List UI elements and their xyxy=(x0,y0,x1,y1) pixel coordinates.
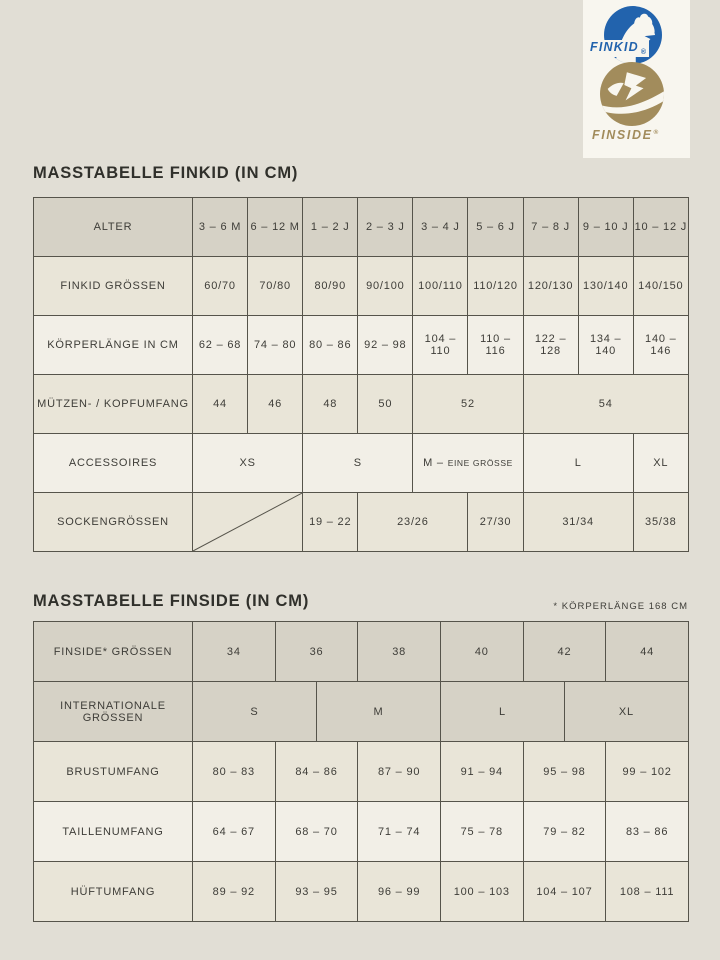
finside-size-cell: 36 xyxy=(275,622,358,682)
sock-size-cell: 27/30 xyxy=(468,493,523,552)
waist-cell: 79 – 82 xyxy=(523,802,606,862)
hip-cell: 108 – 111 xyxy=(606,862,689,922)
head-size-cell: 50 xyxy=(358,375,413,434)
one-size-note: EINE GRÖSSE xyxy=(447,458,513,468)
finside-wordmark xyxy=(592,129,660,142)
sock-size-cell: 23/26 xyxy=(358,493,468,552)
chest-cell: 91 – 94 xyxy=(440,742,523,802)
row-label-accessoires: ACCESSOIRES xyxy=(34,434,193,493)
body-length-cell: 62 – 68 xyxy=(193,316,248,375)
waist-cell: 64 – 67 xyxy=(193,802,276,862)
finside-size-table xyxy=(33,621,689,922)
hip-cell: 104 – 107 xyxy=(523,862,606,922)
chest-cell: 99 – 102 xyxy=(606,742,689,802)
finside-size-cell: 44 xyxy=(606,622,689,682)
chest-cell: 84 – 86 xyxy=(275,742,358,802)
accessories-size-cell xyxy=(413,434,523,493)
finside-sizes-row xyxy=(34,622,689,682)
waist-cell: 68 – 70 xyxy=(275,802,358,862)
finkid-wordmark xyxy=(588,40,649,57)
waist-cell: 75 – 78 xyxy=(440,802,523,862)
international-size-cell: M xyxy=(316,682,440,742)
finkid-age-header-row xyxy=(34,198,689,257)
finside-registered-mark: ® xyxy=(653,129,660,136)
body-length-row xyxy=(34,316,689,375)
accessories-size-m: M – xyxy=(423,457,444,469)
hip-row xyxy=(34,862,689,922)
accessories-size-cell: XL xyxy=(633,434,688,493)
sock-size-cell: 19 – 22 xyxy=(303,493,358,552)
body-length-cell: 122 – 128 xyxy=(523,316,578,375)
sock-size-cell: 31/34 xyxy=(523,493,633,552)
international-size-cell: XL xyxy=(564,682,688,742)
head-size-cell: 52 xyxy=(413,375,523,434)
row-label-hueftumfang: HÜFTUMFANG xyxy=(34,862,193,922)
finside-fox-logo-icon xyxy=(599,62,665,126)
head-size-cell: 48 xyxy=(303,375,358,434)
international-size-cell: S xyxy=(193,682,317,742)
size-cell: 130/140 xyxy=(578,257,633,316)
finkid-size-table xyxy=(33,197,689,552)
body-length-cell: 140 – 146 xyxy=(633,316,688,375)
finside-body-length-note: * KÖRPERLÄNGE 168 CM xyxy=(553,601,688,612)
size-cell: 110/120 xyxy=(468,257,523,316)
diagonal-strikethrough xyxy=(193,493,302,551)
chest-row xyxy=(34,742,689,802)
size-cell: 60/70 xyxy=(193,257,248,316)
size-cell: 100/110 xyxy=(413,257,468,316)
age-header-cell: 3 – 4 J xyxy=(413,198,468,257)
size-cell: 70/80 xyxy=(248,257,303,316)
row-label-muetzen: MÜTZEN- / KOPFUMFANG xyxy=(34,375,193,434)
waist-row xyxy=(34,802,689,862)
finkid-wordmark-text: FINKID xyxy=(590,40,639,54)
sock-size-cell: 35/38 xyxy=(633,493,688,552)
body-length-cell: 110 – 116 xyxy=(468,316,523,375)
finkid-registered-mark: ® xyxy=(640,49,648,56)
row-label-koerperlaenge: KÖRPERLÄNGE IN CM xyxy=(34,316,193,375)
row-label-finside-groessen: FINSIDE* GRÖSSEN xyxy=(34,622,193,682)
waist-cell: 71 – 74 xyxy=(358,802,441,862)
brand-logo-panel xyxy=(583,0,690,158)
hip-cell: 93 – 95 xyxy=(275,862,358,922)
body-length-cell: 92 – 98 xyxy=(358,316,413,375)
row-label-sockengroessen: SOCKENGRÖSSEN xyxy=(34,493,193,552)
size-cell: 120/130 xyxy=(523,257,578,316)
finside-table-title: MASSTABELLE FINSIDE (IN CM) xyxy=(33,592,310,610)
sock-sizes-row xyxy=(34,493,689,552)
body-length-cell: 134 – 140 xyxy=(578,316,633,375)
hip-cell: 100 – 103 xyxy=(440,862,523,922)
finside-size-cell: 38 xyxy=(358,622,441,682)
international-size-cell: L xyxy=(440,682,564,742)
finkid-table-title: MASSTABELLE FINKID (IN CM) xyxy=(33,164,299,182)
accessories-size-cell: XS xyxy=(193,434,303,493)
age-header-cell: 7 – 8 J xyxy=(523,198,578,257)
age-header-cell: 3 – 6 M xyxy=(193,198,248,257)
international-sizes-row xyxy=(34,682,689,742)
chest-cell: 87 – 90 xyxy=(358,742,441,802)
body-length-cell: 74 – 80 xyxy=(248,316,303,375)
finside-wordmark-text: FINSIDE xyxy=(592,128,653,142)
finside-size-cell: 40 xyxy=(440,622,523,682)
chest-cell: 95 – 98 xyxy=(523,742,606,802)
age-header-cell: 9 – 10 J xyxy=(578,198,633,257)
row-label-brustumfang: BRUSTUMFANG xyxy=(34,742,193,802)
accessories-row xyxy=(34,434,689,493)
age-header-cell: 5 – 6 J xyxy=(468,198,523,257)
head-size-cell: 54 xyxy=(523,375,688,434)
finside-size-cell: 42 xyxy=(523,622,606,682)
row-label-finkid-groessen: FINKID GRÖSSEN xyxy=(34,257,193,316)
head-size-cell: 44 xyxy=(193,375,248,434)
accessories-size-cell: S xyxy=(303,434,413,493)
waist-cell: 83 – 86 xyxy=(606,802,689,862)
chest-cell: 80 – 83 xyxy=(193,742,276,802)
finkid-sizes-row xyxy=(34,257,689,316)
age-header-cell: 2 – 3 J xyxy=(358,198,413,257)
size-cell: 90/100 xyxy=(358,257,413,316)
size-cell: 140/150 xyxy=(633,257,688,316)
body-length-cell: 104 – 110 xyxy=(413,316,468,375)
size-cell: 80/90 xyxy=(303,257,358,316)
hip-cell: 89 – 92 xyxy=(193,862,276,922)
finside-size-cell: 34 xyxy=(193,622,276,682)
head-circumference-row xyxy=(34,375,689,434)
body-length-cell: 80 – 86 xyxy=(303,316,358,375)
sock-size-empty-cell xyxy=(193,493,303,552)
hip-cell: 96 – 99 xyxy=(358,862,441,922)
age-header-cell: 6 – 12 M xyxy=(248,198,303,257)
row-label-taillenumfang: TAILLENUMFANG xyxy=(34,802,193,862)
row-label-alter: ALTER xyxy=(34,198,193,257)
age-header-cell: 10 – 12 J xyxy=(633,198,688,257)
head-size-cell: 46 xyxy=(248,375,303,434)
row-label-internationale: INTERNATIONALE GRÖSSEN xyxy=(34,682,193,742)
age-header-cell: 1 – 2 J xyxy=(303,198,358,257)
accessories-size-cell: L xyxy=(523,434,633,493)
